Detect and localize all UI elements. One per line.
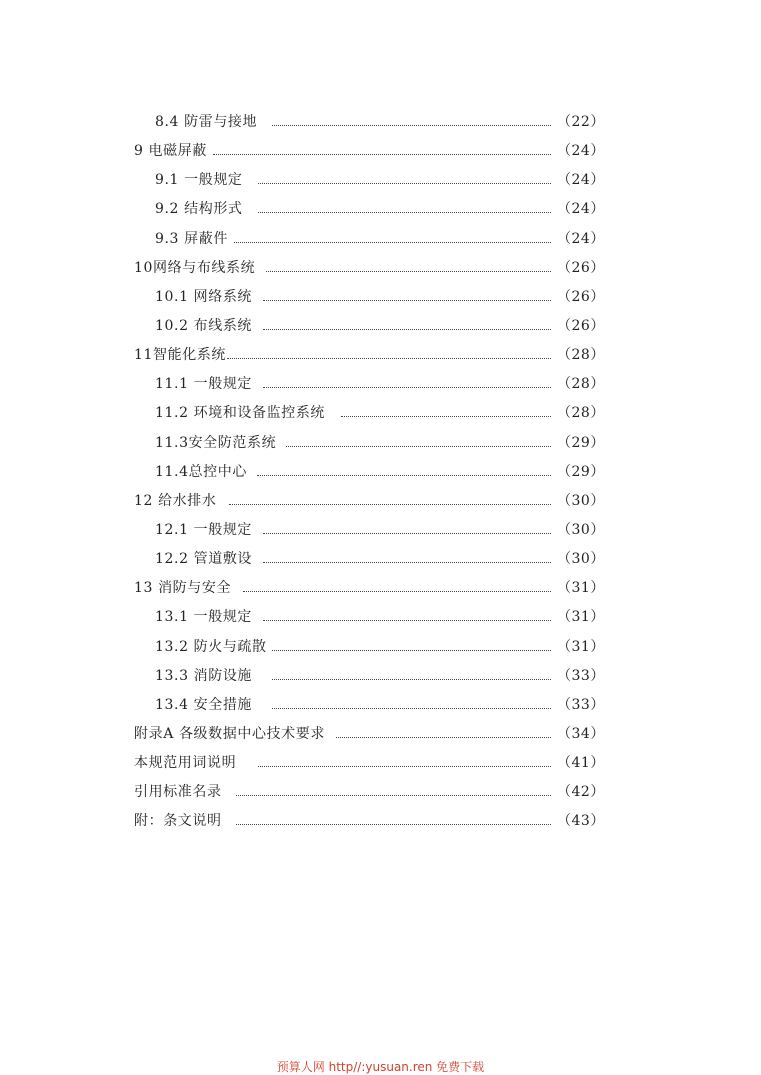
toc-entry-page: （24） [557,172,605,189]
toc-entry-title: 11.2 环境和设备监控系统 [155,405,326,422]
toc-entry-page: （22） [557,114,605,130]
toc-leader-dots [272,708,551,709]
toc-entry[interactable] [0,254,761,283]
toc-leader-dots [258,183,551,184]
toc-entry[interactable] [0,108,761,137]
toc-leader-dots [272,679,551,680]
toc-leader-dots [341,416,551,417]
toc-entry[interactable] [0,399,761,428]
footer-watermark: 预算人网 http//:yusuan.ren 免费下载 [276,1060,485,1074]
toc-leader-dots [243,591,551,592]
toc-entry[interactable] [0,195,761,224]
toc-entry-page: （33） [557,696,605,713]
toc-entry-page: （29） [557,463,605,480]
toc-entry-page: （43） [557,813,605,830]
toc-entry-title: 11.3安全防范系统 [155,434,277,451]
toc-entry-title: 11智能化系统 [134,347,227,364]
toc-entry-title: 8.4 防雷与接地 [155,114,258,130]
toc-entry[interactable] [0,749,761,778]
toc-leader-dots [257,475,551,476]
toc-leader-dots [263,387,551,388]
toc-entry-title: 附：条文说明 [134,813,222,830]
toc-entry[interactable] [0,137,761,166]
toc-leader-dots [263,533,551,534]
toc-leader-dots [272,650,551,651]
toc-entry-page: （31） [557,609,605,626]
toc-entry-page: （30） [557,521,605,538]
toc-leader-dots [213,154,551,155]
toc-entry-page: （29） [557,434,605,451]
toc-leader-dots [263,329,551,330]
table-of-contents [0,108,761,837]
toc-entry-page: （31） [557,580,605,597]
toc-leader-dots [263,562,551,563]
toc-entry-title: 13.1 一般规定 [155,609,253,626]
toc-entry[interactable] [0,429,761,458]
toc-entry[interactable] [0,633,761,662]
toc-entry-page: （28） [557,376,605,393]
toc-entry-title: 13.4 安全措施 [155,696,253,713]
toc-entry-title: 11.1 一般规定 [155,376,253,393]
toc-entry[interactable] [0,487,761,516]
toc-leader-dots [236,824,551,825]
toc-leader-dots [263,620,551,621]
toc-entry-title: 9.2 结构形式 [155,201,243,218]
toc-entry[interactable] [0,458,761,487]
toc-leader-dots [263,300,551,301]
toc-entry-title: 11.4总控中心 [155,463,247,480]
toc-entry-title: 12.1 一般规定 [155,521,253,538]
toc-entry-page: （28） [557,405,605,422]
toc-entry[interactable] [0,545,761,574]
toc-entry[interactable] [0,166,761,195]
toc-entry[interactable] [0,283,761,312]
toc-leader-dots [229,504,551,505]
toc-entry[interactable] [0,778,761,807]
toc-leader-dots [272,125,551,126]
toc-entry[interactable] [0,720,761,749]
toc-leader-dots [258,212,551,213]
toc-entry[interactable] [0,574,761,603]
toc-entry-title: 13 消防与安全 [134,580,232,597]
toc-entry[interactable] [0,370,761,399]
toc-entry-title: 12.2 管道敷设 [155,551,253,568]
toc-entry-page: （24） [557,201,605,218]
toc-entry-title: 12 给水排水 [134,492,217,509]
toc-entry[interactable] [0,662,761,691]
toc-entry[interactable] [0,312,761,341]
toc-entry-page: （24） [557,143,605,160]
toc-entry-title: 10.2 布线系统 [155,317,253,334]
toc-leader-dots [286,446,551,447]
toc-entry[interactable] [0,516,761,545]
toc-entry-page: （28） [557,347,605,364]
toc-entry-title: 引用标准名录 [134,784,222,801]
toc-leader-dots [336,737,551,738]
toc-entry-title: 10网络与布线系统 [134,259,256,276]
toc-entry-title: 本规范用词说明 [134,755,237,772]
toc-entry[interactable] [0,807,761,836]
toc-entry-page: （26） [557,288,605,305]
toc-entry-title: 9 电磁屏蔽 [134,143,207,160]
toc-entry-title: 9.1 一般规定 [155,172,243,189]
toc-leader-dots [227,358,551,359]
toc-entry-page: （33） [557,667,605,684]
toc-entry-page: （24） [557,230,605,247]
toc-entry-page: （30） [557,551,605,568]
toc-leader-dots [236,795,551,796]
toc-entry[interactable] [0,341,761,370]
toc-leader-dots [234,242,551,243]
toc-entry[interactable] [0,603,761,632]
toc-entry[interactable] [0,225,761,254]
toc-entry-title: 10.1 网络系统 [155,288,253,305]
toc-entry-title: 13.3 消防设施 [155,667,253,684]
toc-leader-dots [266,271,551,272]
toc-entry-page: （31） [557,638,605,655]
toc-entry-title: 13.2 防火与疏散 [155,638,267,655]
toc-entry-page: （26） [557,317,605,334]
toc-entry-title: 附录A 各级数据中心技术要求 [134,725,325,742]
toc-entry-title: 9.3 屏蔽件 [155,230,228,247]
toc-entry[interactable] [0,691,761,720]
toc-entry-page: （42） [557,784,605,801]
toc-leader-dots [258,766,551,767]
toc-entry-page: （34） [557,725,605,742]
toc-entry-page: （26） [557,259,605,276]
toc-entry-page: （41） [557,755,605,772]
toc-entry-page: （30） [557,492,605,509]
